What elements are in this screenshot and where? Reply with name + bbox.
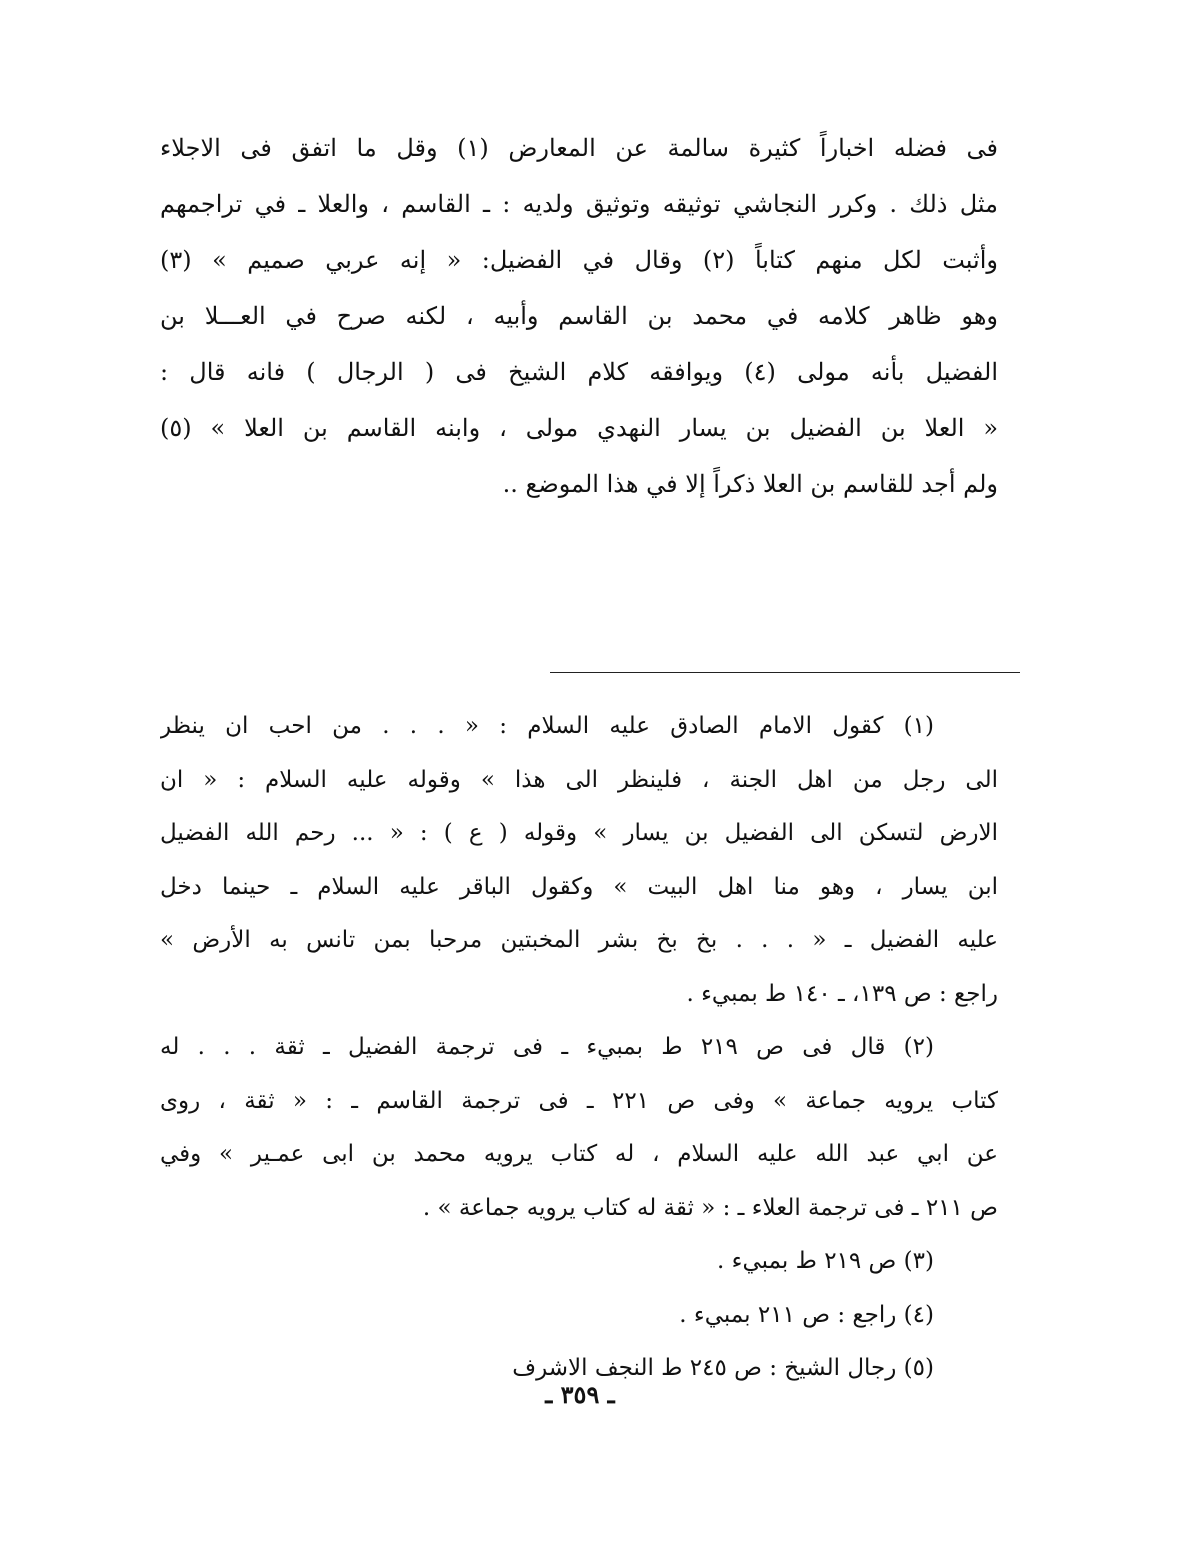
footnote-2 [160, 1021, 998, 1235]
body-line: ولم أجد للقاسم بن العلا ذكراً إلا في هذا الموضع .. [502, 470, 998, 498]
page-number: ـ ٣٥٩ ـ [545, 1380, 615, 1409]
footnote-line: راجع : ص ١٣٩، ـ ١٤٠ ط بمبيء . [686, 980, 998, 1007]
body-line: الفضيل بأنه مولى (٤) ويوافقه كلام الشيخ فى ( الرجال ) فانه قال : [160, 358, 998, 386]
footnote-line: (١) كقول الامام الصادق عليه السلام : « . . . من احب ان ينظر [160, 713, 934, 739]
main-body-text [160, 120, 998, 512]
footnote-line: كتاب يرويه جماعة » وفى ص ٢٢١ ـ فى ترجمة القاسم ـ : « ثقة ، روى [160, 1087, 998, 1114]
body-line: مثل ذلك . وكرر النجاشي توثيقه وتوثيق ولديه : ـ القاسم ، والعلا ـ في تراجمهم [160, 190, 998, 218]
body-line: وهو ظاهر كلامه في محمد بن القاسم وأبيه ، لكنه صرح في العـــلا بن [160, 302, 998, 330]
footnote-3: (٣) ص ٢١٩ ط بمبيء . [717, 1248, 934, 1274]
footnote-line: (٢) قال فى ص ٢١٩ ط بمبيء ـ فى ترجمة الفضيل ـ ثقة . . . له [160, 1034, 934, 1060]
footnote-line: الى رجل من اهل الجنة ، فلينظر الى هذا » وقوله عليه السلام : « ان [160, 766, 998, 793]
footnote-5: (٥) رجال الشيخ : ص ٢٤٥ ط النجف الاشرف [512, 1355, 934, 1381]
footnote-1 [160, 700, 998, 1021]
footnote-line: عليه الفضيل ـ « . . . بخ بخ بشر المخبتين مرحبا بمن تانس به الأرض » [160, 927, 998, 953]
body-line: « العلا بن الفضيل بن يسار النهدي مولى ، وابنه القاسم بن العلا » (٥) [160, 414, 998, 442]
footnotes-section [160, 700, 998, 1396]
footnote-4: (٤) راجع : ص ٢١١ بمبيء . [679, 1301, 934, 1328]
body-line: وأثبت لكل منهم كتاباً (٢) وقال في الفضيل: « إنه عربي صميم » (٣) [160, 246, 998, 274]
footnote-line: ص ٢١١ ـ فى ترجمة العلاء ـ : « ثقة له كتاب يرويه جماعة » . [422, 1194, 998, 1221]
body-line: فى فضله اخباراً كثيرة سالمة عن المعارض (١) وقل ما اتفق فى الاجلاء [160, 134, 998, 162]
footnote-line: الارض لتسكن الى الفضيل بن يسار » وقوله ( ع ) : « ... رحم الله الفضيل [160, 820, 998, 846]
footnote-line: عن ابي عبد الله عليه السلام ، له كتاب يرويه محمد بن ابى عمـير » وفي [160, 1141, 998, 1167]
footnote-line: ابن يسار ، وهو منا اهل البيت » وكقول الباقر عليه السلام ـ حينما دخل [160, 873, 998, 900]
footnote-separator [550, 672, 1020, 673]
